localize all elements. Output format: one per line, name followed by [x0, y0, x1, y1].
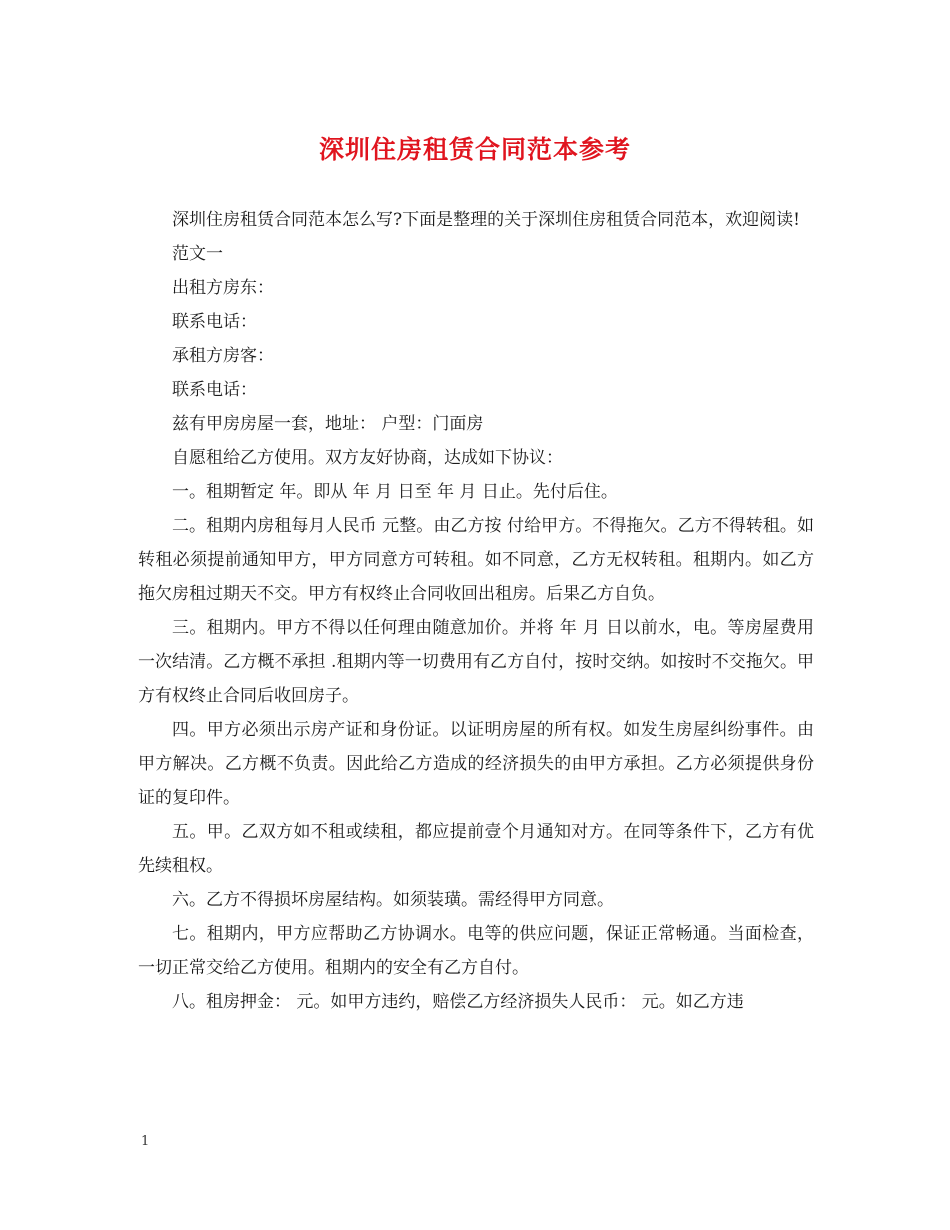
document-body	[138, 203, 814, 1019]
paragraph-lessee: 承租方房客：	[172, 346, 274, 366]
paragraph-sample-label: 范文一	[172, 244, 223, 264]
clause-8: 八。租房押金： 元。如甲方违约，赔偿乙方经济损失人民币： 元。如乙方违	[172, 992, 744, 1012]
paragraph-agreement: 自愿租给乙方使用。双方友好协商，达成如下协议：	[172, 448, 563, 468]
clause-2: 二。租期内房租每月人民币 元整。由乙方按 付给甲方。不得拖欠。乙方不得转租。如转租必须提前通知甲方，甲方同意方可转租。如不同意，乙方无权转租。租期内。如乙方拖欠房租过期天不交。甲方有权终止合同收回出租房。后果乙方自负。	[138, 516, 814, 604]
paragraph-intro: 深圳住房租赁合同范本怎么写?下面是整理的关于深圳住房租赁合同范本，欢迎阅读!	[172, 210, 800, 230]
paragraph-property: 兹有甲房房屋一套，地址： 户型：门面房	[172, 414, 484, 434]
clause-4: 四。甲方必须出示房产证和身份证。以证明房屋的所有权。如发生房屋纠纷事件。由甲方解决。乙方概不负责。因此给乙方造成的经济损失的由甲方承担。乙方必须提供身份证的复印件。	[138, 720, 814, 808]
clause-1: 一。租期暂定 年。即从 年 月 日至 年 月 日止。先付后住。	[172, 482, 618, 502]
clause-5: 五。甲。乙双方如不租或续租，都应提前壹个月通知对方。在同等条件下，乙方有优先续租权。	[138, 822, 814, 876]
clause-7: 七。租期内，甲方应帮助乙方协调水。电等的供应问题，保证正常畅通。当面检查，一切正常交给乙方使用。租期内的安全有乙方自付。	[138, 924, 814, 978]
page-number: 1	[141, 1134, 150, 1149]
document-title: 深圳住房租赁合同范本参考	[318, 135, 631, 164]
clause-3: 三。租期内。甲方不得以任何理由随意加价。并将 年 月 日以前水，电。等房屋费用一次结清。乙方概不承担 .租期内等一切费用有乙方自付，按时交纳。如按时不交拖欠。甲方有权终止合同后收回房子。	[138, 618, 814, 706]
paragraph-lessee-phone: 联系电话：	[172, 380, 257, 400]
paragraph-lessor: 出租方房东：	[172, 278, 274, 298]
clause-6: 六。乙方不得损坏房屋结构。如须装璜。需经得甲方同意。	[172, 890, 614, 910]
paragraph-lessor-phone: 联系电话：	[172, 312, 257, 332]
